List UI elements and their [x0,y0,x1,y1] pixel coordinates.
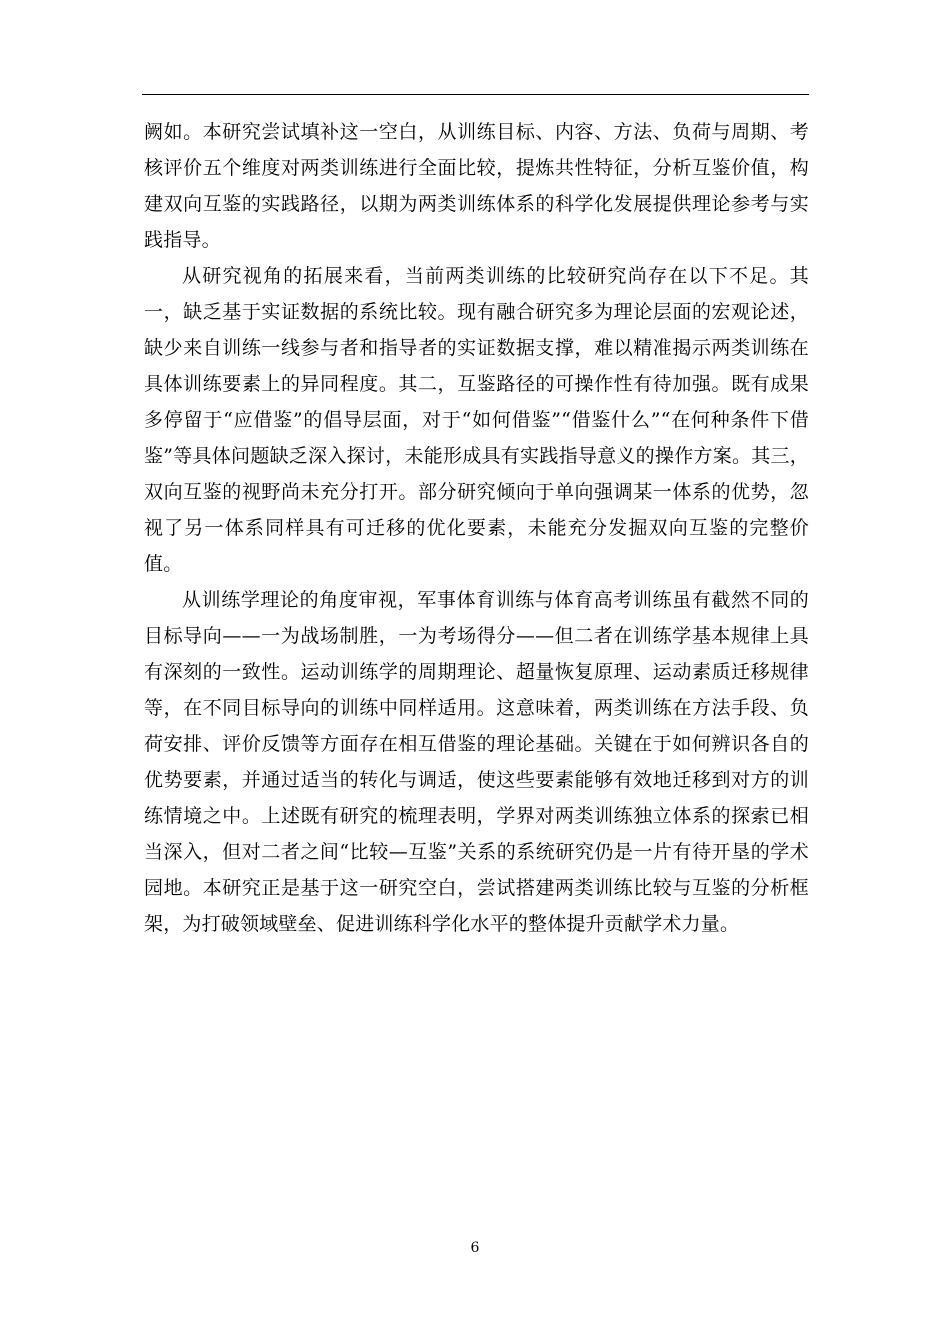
page-number: 6 [470,1240,480,1256]
paragraph-continuation: 阙如。本研究尝试填补这一空白，从训练目标、内容、方法、负荷与周期、考核评价五个维度对两类训练进行全面比较，提炼共性特征，分析互鉴价值，构建双向互鉴的实践路径，以期为两类训练体系的科学化发展提供理论参考与实践指导。 [144,121,809,251]
paragraph-research-gaps: 从研究视角的拓展来看，当前两类训练的比较研究尚存在以下不足。其一，缺乏基于实证数据的系统比较。现有融合研究多为理论层面的宏观论述，缺少来自训练一线参与者和指导者的实证数据支撑，难以精准揭示两类训练在具体训练要素上的异同程度。其二，互鉴路径的可操作性有待加强。既有成果多停留于“应借鉴”的倡导层面，对于“如何借鉴”“借鉴什么”“在何种条件下借鉴”等具体问题缺乏深入探讨，未能形成具有实践指导意义的操作方案。其三，双向互鉴的视野尚未充分打开。部分研究倾向于单向强调某一体系的优势，忽视了另一体系同样具有可迁移的优化要素，未能充分发掘双向互鉴的完整价值。 [144,265,809,575]
body-text [144,114,809,942]
paragraph-training-theory: 从训练学理论的角度审视，军事体育训练与体育高考训练虽有截然不同的目标导向——一为战场制胜，一为考场得分——但二者在训练学基本规律上具有深刻的一致性。运动训练学的周期理论、超量恢复原理、运动素质迁移规律等，在不同目标导向的训练中同样适用。这意味着，两类训练在方法手段、负荷安排、评价反馈等方面存在相互借鉴的理论基础。关键在于如何辨识各自的优势要素，并通过适当的转化与调适，使这些要素能够有效地迁移到对方的训练情境之中。上述既有研究的梳理表明，学界对两类训练独立体系的探索已相当深入，但对二者之间“比较—互鉴”关系的系统研究仍是一片有待开垦的学术园地。本研究正是基于这一研究空白，尝试搭建两类训练比较与互鉴的分析框架，为打破领域壁垒、促进训练科学化水平的整体提升贡献学术力量。 [144,589,809,935]
header-rule [142,94,809,95]
